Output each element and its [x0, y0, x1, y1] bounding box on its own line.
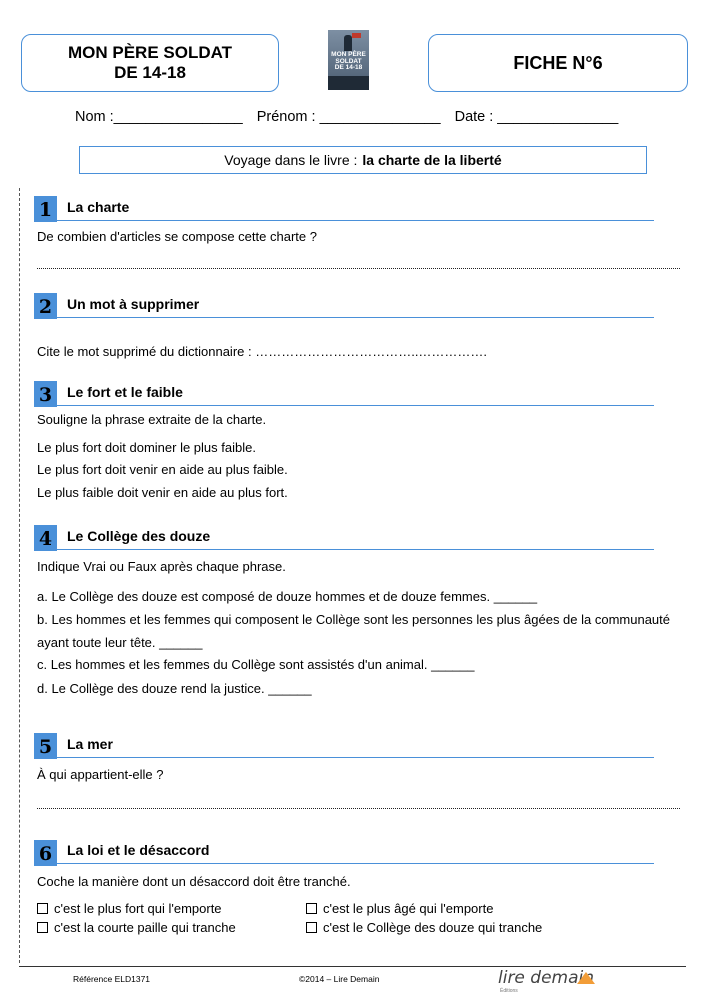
section-6-option-2[interactable]: c'est le plus âgé qui l'emporte	[306, 901, 493, 916]
student-fields	[75, 109, 628, 125]
flag-shape	[352, 33, 361, 38]
checkbox[interactable]	[37, 903, 48, 914]
section-2-question[interactable]: Cite le mot supprimé du dictionnaire : ………………………………..…………….	[37, 344, 488, 359]
section-4-number: 4	[34, 525, 57, 551]
checkbox[interactable]	[306, 903, 317, 914]
title-line-1: MON PÈRE SOLDAT	[67, 43, 233, 62]
fiche-number: FICHE N°6	[513, 53, 603, 73]
section-4-line-d[interactable]: d. Le Collège des douze rend la justice. ______	[37, 681, 312, 696]
section-5-number: 5	[34, 733, 57, 759]
title-line-2: DE 14-18	[114, 63, 186, 82]
section-6-question: Coche la manière dont un désaccord doit être tranché.	[37, 874, 351, 889]
section-5-answer-line[interactable]	[37, 808, 680, 809]
soldier-figure	[344, 35, 352, 51]
section-1-title: La charte	[67, 199, 130, 215]
section-3-line-3[interactable]: Le plus faible doit venir en aide au plus fort.	[37, 485, 288, 500]
section-6-option-1[interactable]: c'est le plus fort qui l'emporte	[37, 901, 222, 916]
book-cover-image	[328, 30, 369, 90]
section-4-question: Indique Vrai ou Faux après chaque phrase.	[37, 559, 286, 574]
section-4-line-a[interactable]: a. Le Collège des douze est composé de douze hommes et de douze femmes. ______	[37, 589, 538, 604]
section-3-line-2[interactable]: Le plus fort doit venir en aide au plus faible.	[37, 462, 288, 477]
margin-divider	[19, 188, 20, 963]
lire-demain-logo: lire demain	[498, 968, 595, 988]
section-4-line-b[interactable]: b. Les hommes et les femmes qui composent le Collège sont les personnes les plus âgées de la communauté	[37, 612, 671, 627]
section-6-rule	[34, 863, 654, 864]
section-2-title: Un mot à supprimer	[67, 296, 200, 312]
section-1-number: 1	[34, 196, 57, 222]
voyage-title: la charte de la liberté	[362, 152, 502, 168]
section-3-question: Souligne la phrase extraite de la charte.	[37, 412, 267, 427]
section-6-option-3[interactable]: c'est la courte paille qui tranche	[37, 920, 236, 935]
footer-reference: Référence ELD1371	[73, 974, 151, 984]
section-4-title: Le Collège des douze	[67, 528, 211, 544]
section-3-number: 3	[34, 381, 57, 407]
section-6-number: 6	[34, 840, 57, 866]
section-2-number: 2	[34, 293, 57, 319]
section-5-rule	[34, 757, 654, 758]
section-5-title: La mer	[67, 736, 113, 752]
cover-text: MON PÈRE SOLDAT DE 14-18	[331, 51, 366, 71]
footer-copyright: ©2014 – Lire Demain	[299, 974, 380, 984]
section-4-line-b-cont[interactable]: ayant toute leur tête. ______	[37, 635, 203, 650]
section-5-question: À qui appartient-elle ?	[37, 767, 164, 782]
section-3-title: Le fort et le faible	[67, 384, 183, 400]
footer-rule	[19, 966, 686, 967]
section-4-rule	[34, 549, 654, 550]
voyage-prefix: Voyage dans le livre :	[224, 152, 358, 168]
section-3-rule	[34, 405, 654, 406]
section-6-title: La loi et le désaccord	[67, 842, 210, 858]
title-box	[21, 34, 279, 92]
section-4-line-c[interactable]: c. Les hommes et les femmes du Collège sont assistés d'un animal. ______	[37, 657, 475, 672]
section-2-rule	[34, 317, 654, 318]
nom-field[interactable]: Nom :________________	[75, 109, 243, 125]
section-3-line-1[interactable]: Le plus fort doit dominer le plus faible.	[37, 440, 256, 455]
section-1-rule	[34, 220, 654, 221]
section-6-option-4[interactable]: c'est le Collège des douze qui tranche	[306, 920, 542, 935]
section-1-question: De combien d'articles se compose cette charte ?	[37, 229, 317, 244]
date-field[interactable]: Date : _______________	[454, 109, 619, 125]
section-1-answer-line[interactable]	[37, 268, 680, 269]
voyage-banner	[79, 146, 647, 174]
crowd-shape	[328, 76, 369, 90]
logo-subtitle: Éditions	[500, 988, 518, 994]
checkbox[interactable]	[306, 922, 317, 933]
prenom-field[interactable]: Prénom : _______________	[256, 109, 441, 125]
logo-mark-icon	[577, 972, 595, 984]
fiche-box	[428, 34, 688, 92]
checkbox[interactable]	[37, 922, 48, 933]
